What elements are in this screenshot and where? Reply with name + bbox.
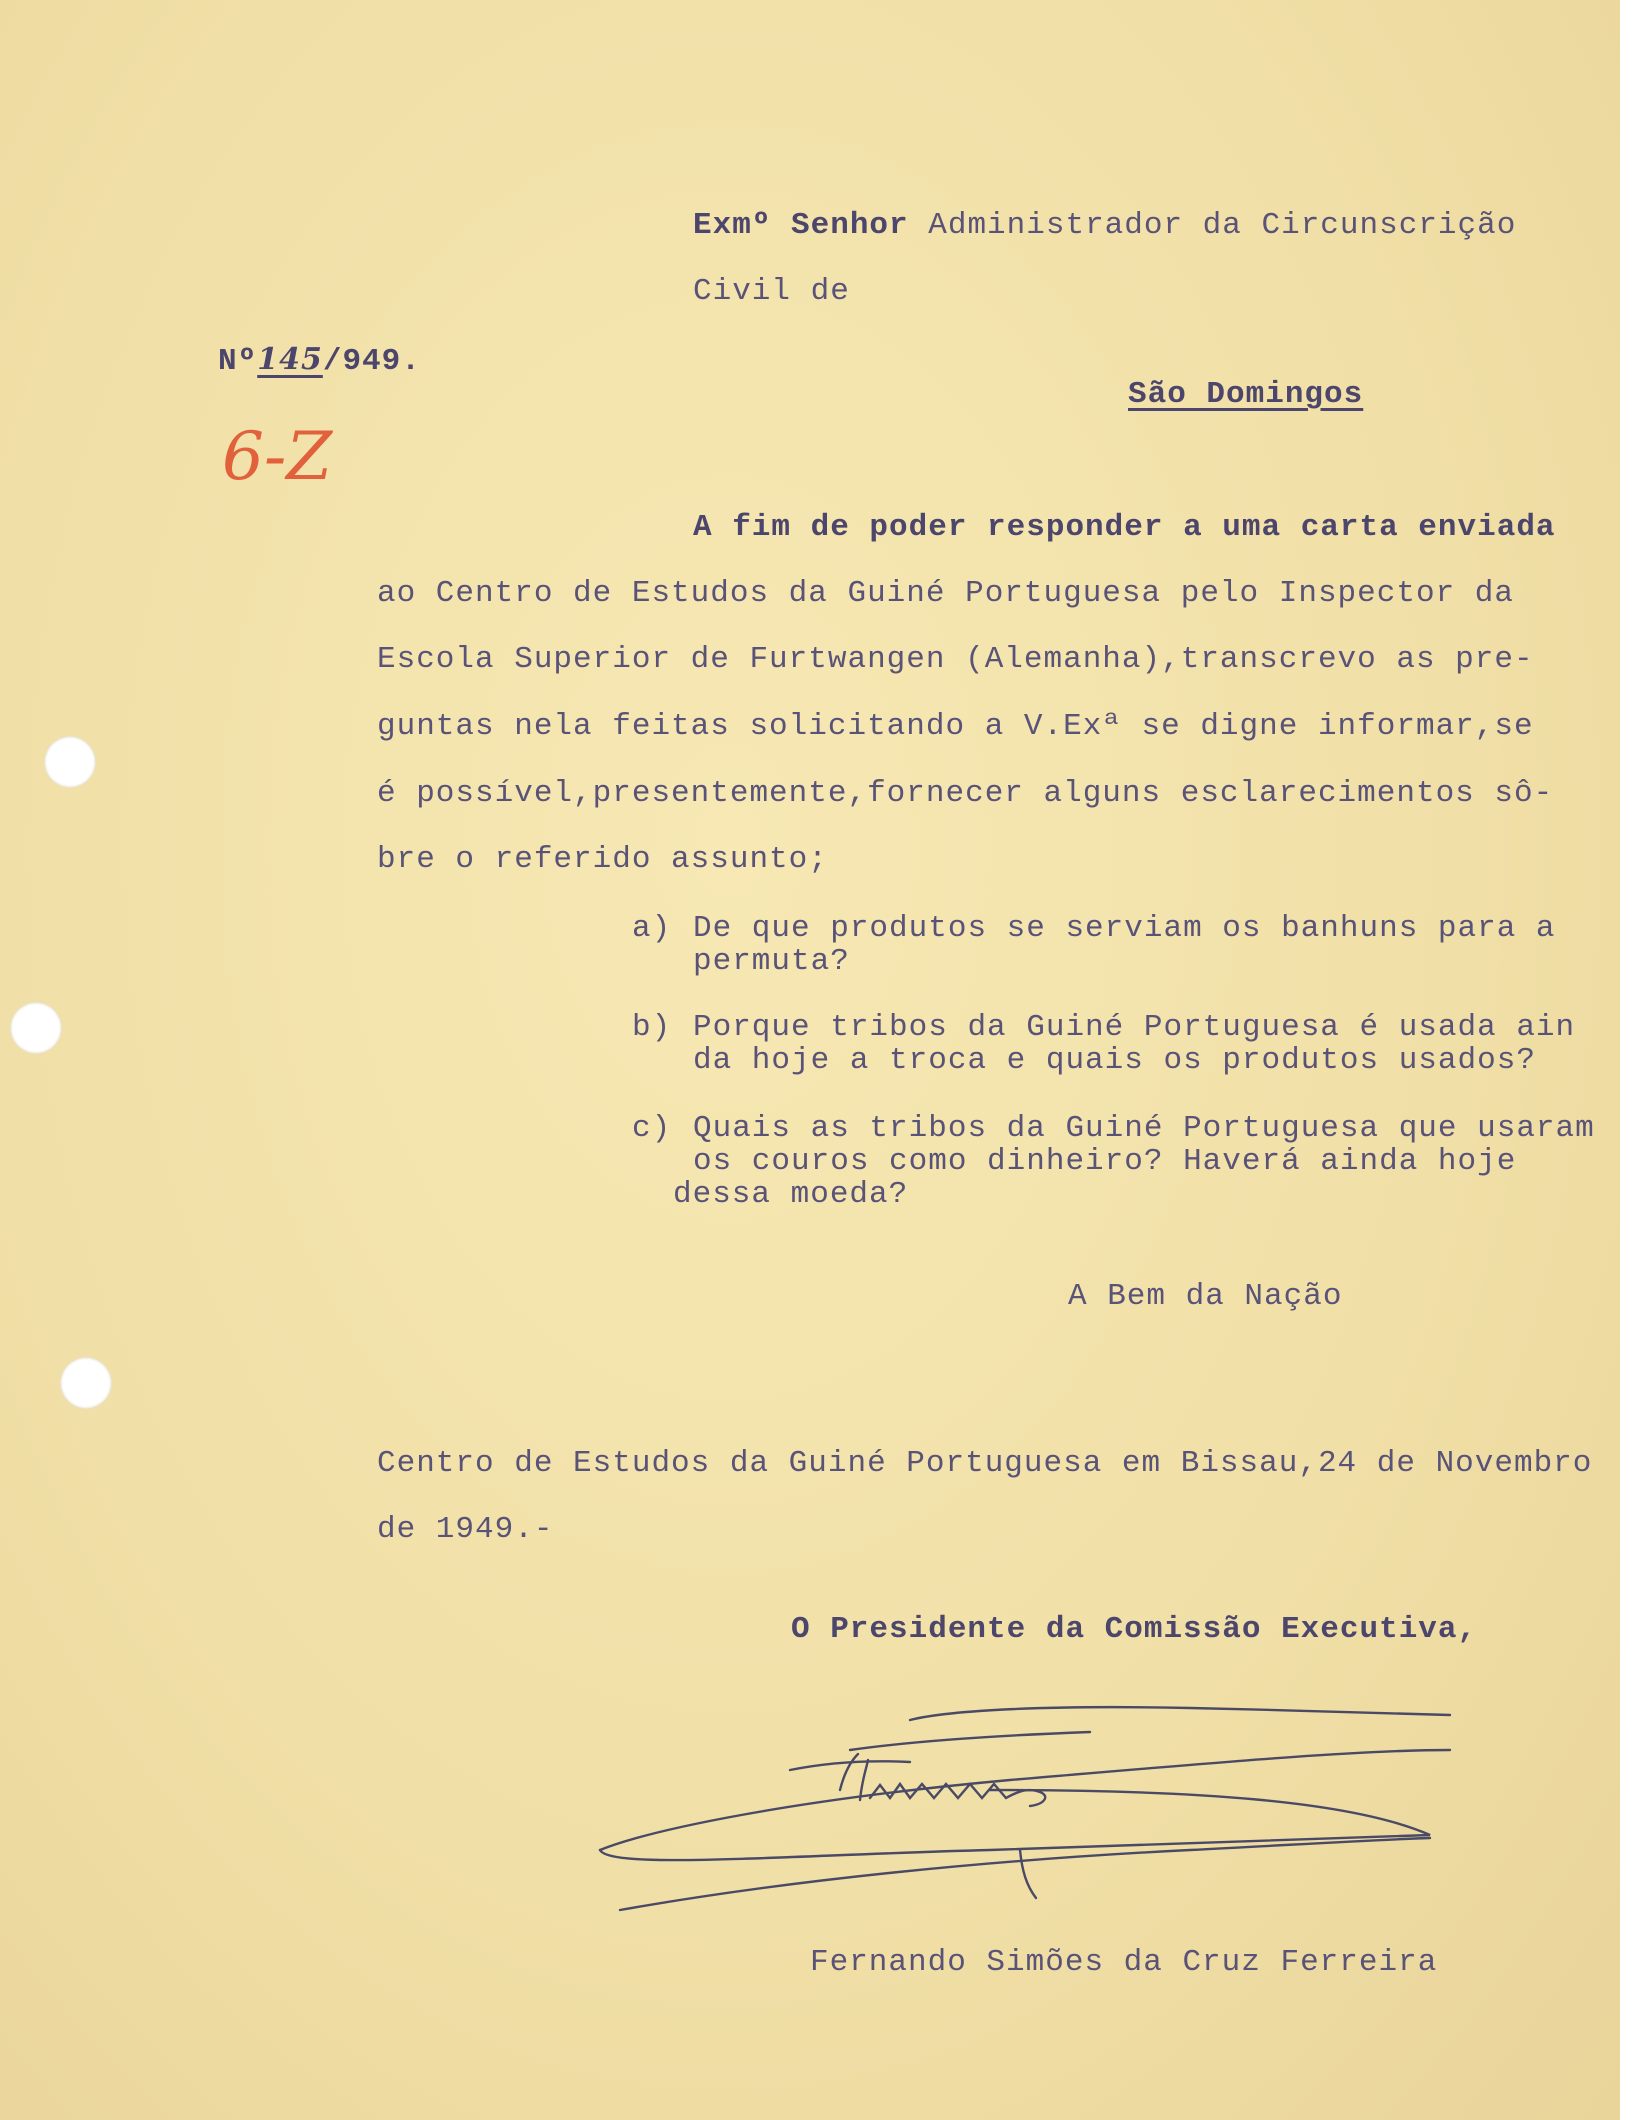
question-c-line-3: dessa moeda?	[673, 1177, 909, 1212]
addressee-line-1	[693, 208, 1516, 243]
punch-hole-top	[44, 736, 96, 788]
question-a-line-2: permuta?	[693, 944, 850, 979]
body-line-1: A fim de poder responder a uma carta enviada	[693, 510, 1556, 545]
body-line-5: é possível,presentemente,fornecer alguns esclarecimentos sô-	[377, 776, 1554, 811]
page-edge	[1620, 0, 1643, 2120]
punch-hole-middle	[10, 1002, 62, 1054]
body-line-4: guntas nela feitas solicitando a V.Exª se digne informar,se	[377, 709, 1534, 744]
question-b-line-1: Porque tribos da Guiné Portuguesa é usada ain	[693, 1010, 1576, 1045]
question-c-line-1: Quais as tribos da Guiné Portuguesa que usaram	[693, 1111, 1595, 1146]
signatory-name: Fernando Simões da Cruz Ferreira	[810, 1945, 1438, 1980]
addressee-line-2: Civil de	[693, 274, 850, 309]
reference-prefix: Nº	[218, 344, 258, 379]
place-date-line-2: de 1949.-	[377, 1512, 554, 1547]
question-b-label: b)	[632, 1010, 672, 1045]
punch-hole-bottom	[60, 1357, 112, 1409]
reference-year: /949.	[322, 344, 421, 379]
question-c-line-2: os couros como dinheiro? Haverá ainda hoje	[693, 1144, 1517, 1179]
body-line-3: Escola Superior de Furtwangen (Alemanha),transcrevo as pre-	[377, 642, 1534, 677]
question-c-label: c)	[632, 1111, 672, 1146]
question-a-line-1: De que produtos se serviam os banhuns para a	[693, 911, 1556, 946]
question-a-label: a)	[632, 911, 672, 946]
addressee-place: São Domingos	[1128, 377, 1364, 412]
addressee-prefix: Exmº Senhor	[693, 208, 909, 243]
reference-handwritten-number: 145	[257, 342, 323, 377]
signatory-title: O Presidente da Comissão Executiva,	[791, 1612, 1478, 1647]
addressee-title: Administrador da Circunscrição	[908, 208, 1517, 243]
body-line-2: ao Centro de Estudos da Guiné Portuguesa pelo Inspector da	[377, 576, 1514, 611]
handwritten-signature	[590, 1680, 1470, 1920]
closing-salutation: A Bem da Nação	[1068, 1279, 1343, 1314]
body-line-6: bre o referido assunto;	[377, 842, 828, 877]
question-b-line-2: da hoje a troca e quais os produtos usados?	[693, 1043, 1536, 1078]
red-pencil-mark: 6-Z	[222, 418, 333, 495]
place-date-line-1: Centro de Estudos da Guiné Portuguesa em Bissau,24 de Novembro	[377, 1446, 1593, 1481]
reference-number	[218, 342, 421, 379]
